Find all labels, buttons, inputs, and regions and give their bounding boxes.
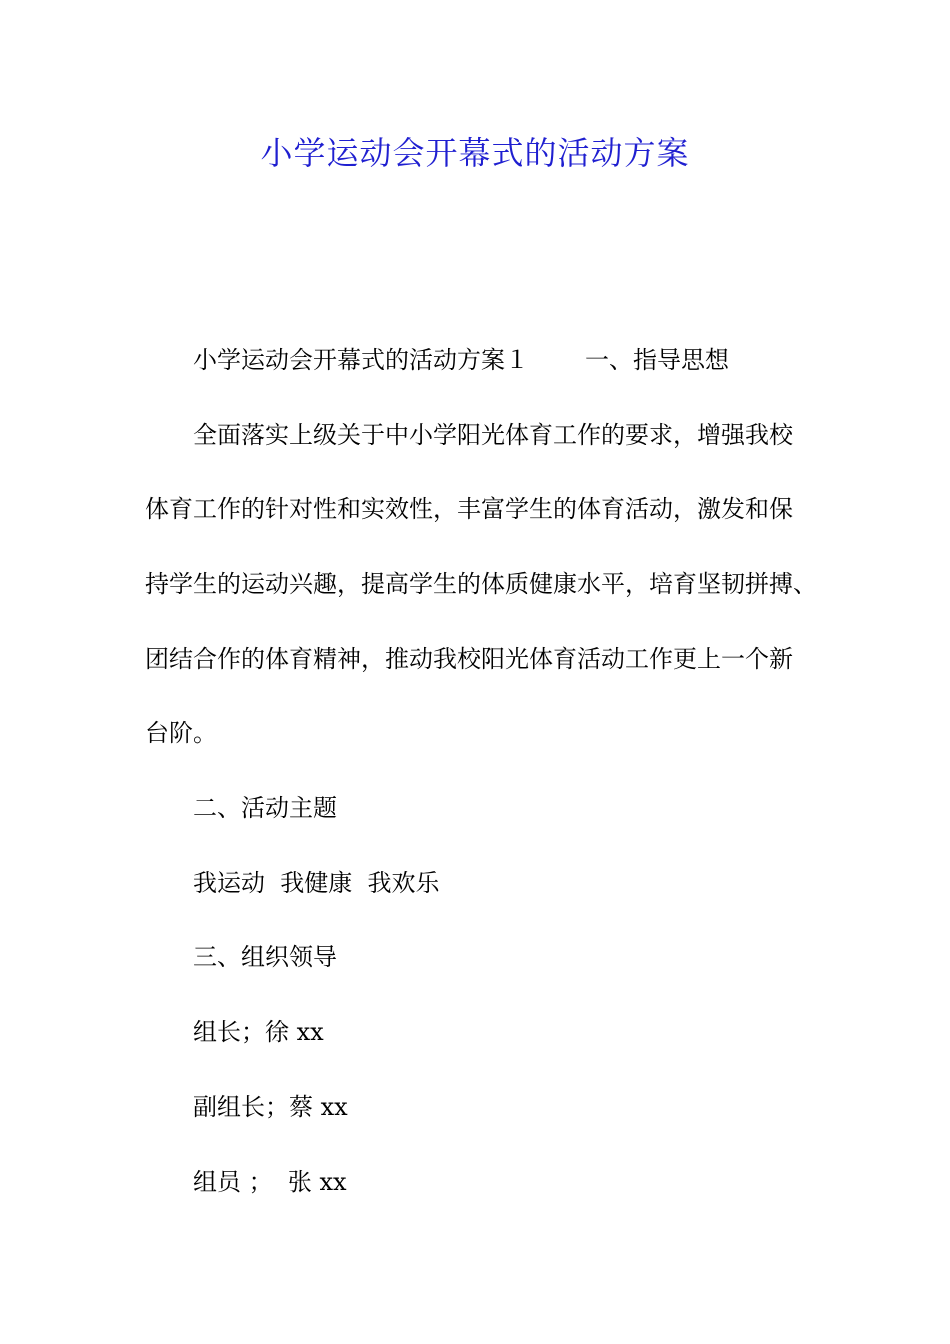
vice-leader-line: 副组长；蔡 xx — [193, 1093, 348, 1121]
section2-heading: 二、活动主题 — [193, 794, 337, 822]
leader-line: 组长；徐 xx — [193, 1018, 324, 1046]
member-line: 组员 ； 张 xx — [193, 1168, 347, 1196]
section3-heading: 三、组织领导 — [193, 943, 337, 971]
paragraph-line-5: 台阶。 — [145, 719, 217, 747]
section1-heading: 一、指导思想 — [585, 346, 729, 374]
document-title: 小学运动会开幕式的活动方案 — [260, 134, 690, 172]
paragraph-line-4: 团结合作的体育精神，推动我校阳光体育活动工作更上一个新 — [145, 645, 793, 673]
heading-line — [193, 342, 729, 378]
paragraph-line-3: 持学生的运动兴趣，提高学生的体质健康水平，培育坚韧拼搏、 — [145, 570, 817, 598]
paragraph-line-2: 体育工作的针对性和实效性，丰富学生的体育活动，激发和保 — [145, 495, 793, 523]
plan-title-inline: 小学运动会开幕式的活动方案１ — [193, 346, 529, 374]
section2-text: 我运动 我健康 我欢乐 — [193, 869, 440, 897]
paragraph-line-1: 全面落实上级关于中小学阳光体育工作的要求，增强我校 — [193, 421, 793, 449]
